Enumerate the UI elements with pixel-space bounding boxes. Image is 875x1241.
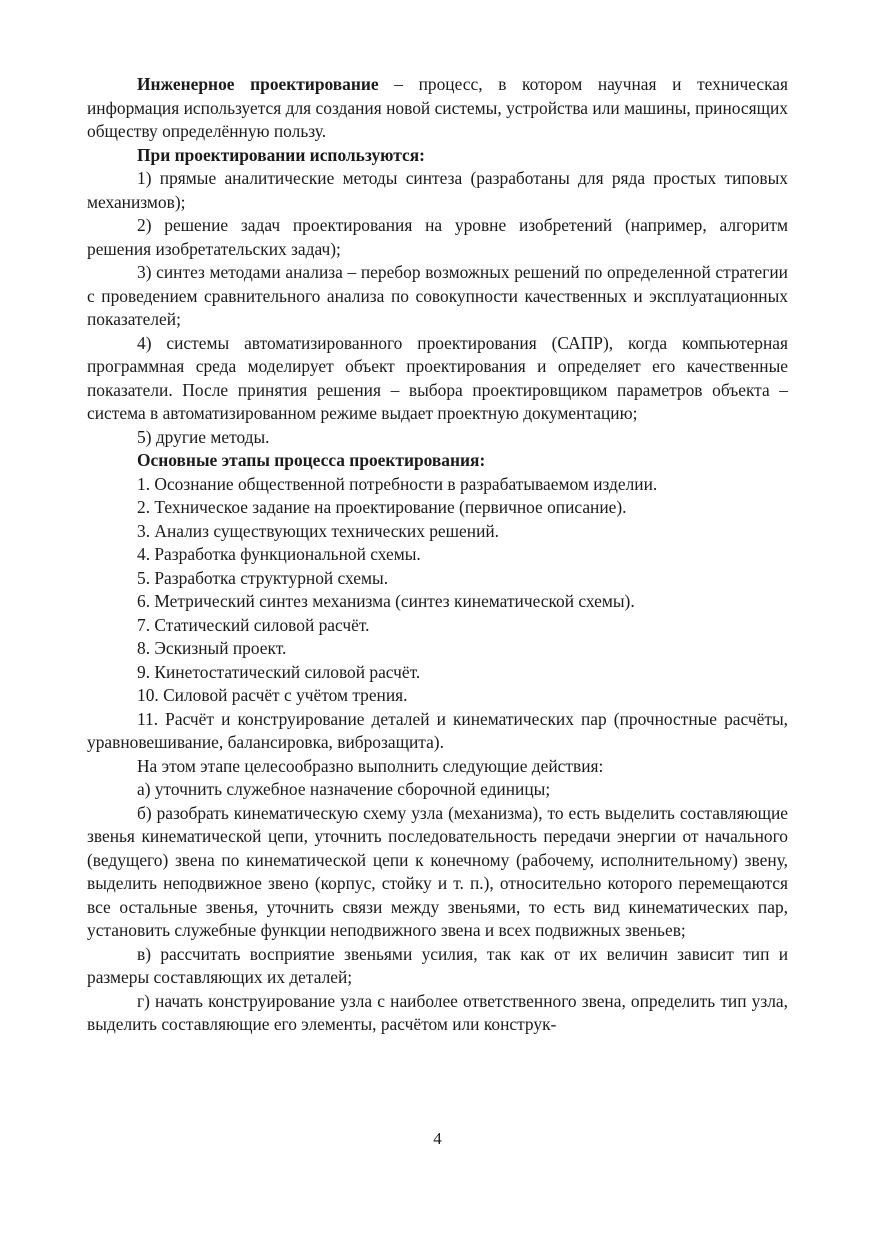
actions-item: б) разобрать кинематическую схему узла (механизма), то есть выделить составляющие звенья кинематической цепи, уточнить последовательность передачи энергии от начального (ведущего) звена по кинематической цепи к конечному (рабочему, исполнительному) звену, выделить неподвижное звено (корпус, стойку и т. п.), относительно которого перемещаются все остальные звенья, уточнить связи между звеньями, то есть вид кинематических пар, установить служебные функции неподвижного звена и всех подвижных звеньев; [87, 802, 788, 940]
actions-item: а) уточнить служебное назначение сборочной единицы; [137, 779, 551, 799]
methods-item: 2) решение задач проектирования на уровне изобретений (например, алгоритм решения изобретательских задач); [87, 215, 788, 259]
actions-item: в) рассчитать восприятие звеньями усилия, так как от их величин зависит тип и размеры составляющих их деталей; [87, 943, 788, 987]
methods-item: 3) синтез методами анализа – перебор возможных решений по определенной стратегии с проведением сравнительного анализа по совокупности качественных и эксплуатационных показателей; [87, 262, 788, 329]
intro-term: Инженерное проектирование [137, 74, 379, 94]
stages-item: 3. Анализ существующих технических решений. [137, 520, 500, 541]
actions-intro: На этом этапе целесообразно выполнить следующие действия: [137, 755, 604, 776]
methods-item: 1) прямые аналитические методы синтеза (разработаны для ряда простых типовых механизмов); [87, 168, 788, 212]
stages-item: 6. Метрический синтез механизма (синтез кинематической схемы). [137, 591, 635, 611]
stages-item: 11. Расчёт и конструирование деталей и кинематических пар (прочностные расчёты, уравновешивание, балансировка, виброзащита). [87, 708, 788, 752]
stages-item: 8. Эскизный проект. [137, 638, 287, 658]
stages-item: 1. Осознание общественной потребности в разрабатываемом изделии. [137, 473, 658, 494]
stages-item: 9. Кинетостатический силовой расчёт. [137, 661, 421, 682]
stages-item: 5. Разработка структурной схемы. [137, 567, 389, 588]
page-body [87, 73, 788, 1037]
actions-item: г) начать конструирование узла с наиболее ответственного звена, определить тип узла, выделить составляющие его элементы, расчётом или конструк- [87, 990, 788, 1034]
stages-item: 7. Статический силовой расчёт. [137, 614, 370, 635]
stages-item: 4. Разработка функциональной схемы. [137, 544, 421, 564]
methods-heading: При проектировании используются: [137, 144, 425, 165]
stages-item: 2. Техническое задание на проектирование (первичное описание). [137, 497, 627, 517]
intro-text: – процесс, в котором научная и техническая информация используется для создания новой системы, устройства или машины, приносящих обществу определённую пользу. [87, 74, 788, 141]
methods-item: 5) другие методы. [137, 426, 270, 447]
stages-heading: Основные этапы процесса проектирования: [137, 450, 486, 470]
intro-paragraph [87, 73, 788, 144]
methods-item: 4) системы автоматизированного проектирования (САПР), когда компьютерная программная среда моделирует объект проектирования и определяет его качественные показатели. После принятия решения – выбора проектировщиком параметров объекта – система в автоматизированном режиме выдает проектную документацию; [87, 332, 788, 423]
stages-item: 10. Силовой расчёт с учётом трения. [137, 685, 408, 705]
page-number: 4 [433, 1129, 442, 1148]
